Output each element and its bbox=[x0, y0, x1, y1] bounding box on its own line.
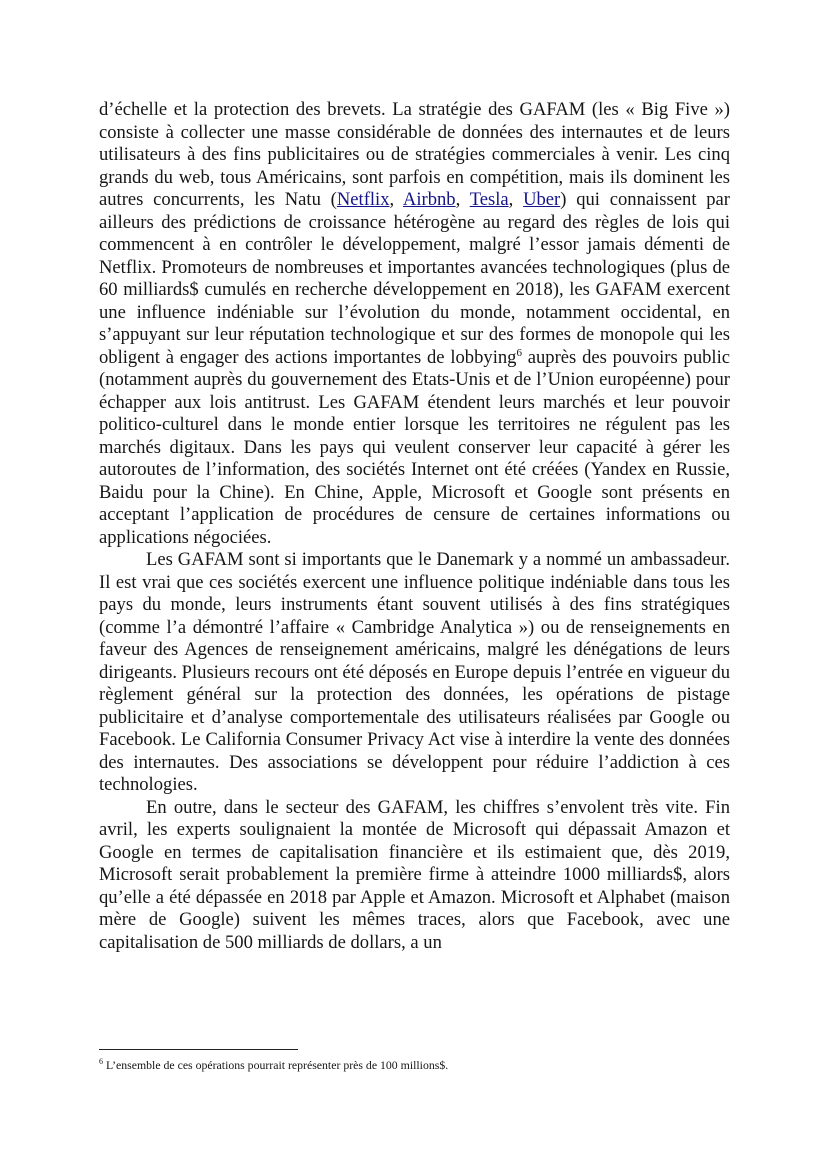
footnote-reference[interactable]: 6 bbox=[516, 346, 522, 359]
link-separator: , bbox=[455, 189, 470, 210]
footnote-separator bbox=[99, 1049, 298, 1050]
footnote-text: L’ensemble de ces opérations pourrait représenter près de 100 millions$. bbox=[103, 1058, 449, 1072]
paragraph-1 bbox=[99, 99, 730, 549]
paragraph-2: Les GAFAM sont si importants que le Danemark y a nommé un ambassadeur. Il est vrai que ces sociétés exercent une influence politique indéniable dans tous les pays du monde, leurs instruments étant souvent utilisés à des fins stratégiques (comme l’a démontré l’affaire « Cambridge Analytica ») ou de renseignements en faveur des Agences de renseignement américains, malgré les dénégations de leurs dirigeants. Plusieurs recours ont été déposés en Europe depuis l’entrée en vigueur du règlement général sur la protection des données, les opérations de pistage publicitaire et d’analyse comportementale des utilisateurs réalisées par Google ou Facebook. Le California Consumer Privacy Act vise à interdire la vente des données des internautes. Des associations se développent pour réduire l’addiction à ces technologies. bbox=[99, 549, 730, 795]
link-separator: , bbox=[508, 189, 524, 210]
body-text bbox=[99, 99, 730, 954]
paragraph-1-middle: ) qui connaissent par ailleurs des prédictions de croissance hétérogène au regard des règles de lois qui commencent à en contrôler le développement, malgré l’essor jamais démenti de Netflix. Promoteurs de nombreuses et importantes avancées technologiques (plus de 60 milliards$ cumulés en recherche développement en 2018), les GAFAM exercent une influence indéniable sur l’évolution du monde, notamment occidental, en s’appuyant sur leur réputation technologique et sur des formes de monopole qui les obligent à engager des actions importantes de lobbying bbox=[99, 189, 730, 368]
link-separator: , bbox=[389, 189, 403, 210]
footnote bbox=[99, 1058, 730, 1073]
link-airbnb[interactable]: Airbnb bbox=[402, 189, 456, 210]
link-uber[interactable]: Uber bbox=[523, 189, 561, 210]
paragraph-1-end: auprès des pouvoirs public (notamment auprès du gouvernement des Etats-Unis et de l’Union européenne) pour échapper aux lois antitrust. Les GAFAM étendent leurs marchés et leur pouvoir politico-culturel dans le monde entier lorsque les territoires ne régulent pas les marchés digitaux. Dans les pays qui veulent conserver leur capacité à gérer les autoroutes de l’information, des sociétés Internet ont été créées (Yandex en Russie, Baidu pour la Chine). En Chine, Apple, Microsoft et Google sont présents en acceptant l’application de procédures de censure de certaines informations ou applications négociées. bbox=[99, 346, 730, 548]
link-netflix[interactable]: Netflix bbox=[336, 189, 390, 210]
link-tesla[interactable]: Tesla bbox=[469, 189, 509, 210]
paragraph-3: En outre, dans le secteur des GAFAM, les chiffres s’envolent très vite. Fin avril, les experts soulignaient la montée de Microsoft qui dépassait Amazon et Google en termes de capitalisation financière et ils estimaient que, dès 2019, Microsoft serait probablement la première firme à atteindre 1000 milliards$, alors qu’elle a été dépassée en 2018 par Apple et Amazon. Microsoft et Alphabet (maison mère de Google) suivent les mêmes traces, alors que Facebook, avec une capitalisation de 500 milliards de dollars, a un bbox=[99, 796, 730, 953]
paragraph-1-intro: d’échelle et la protection des brevets. La stratégie des GAFAM (les « Big Five ») consiste à collecter une masse considérable de données des internautes et de leurs utilisateurs à des fins publicitaires ou de stratégies commerciales à venir. Les cinq grands du web, tous Américains, sont parfois en compétition, mais ils dominent les autres concurrents, les Natu ( bbox=[99, 99, 730, 210]
footnote-number: 6 bbox=[99, 1057, 103, 1067]
